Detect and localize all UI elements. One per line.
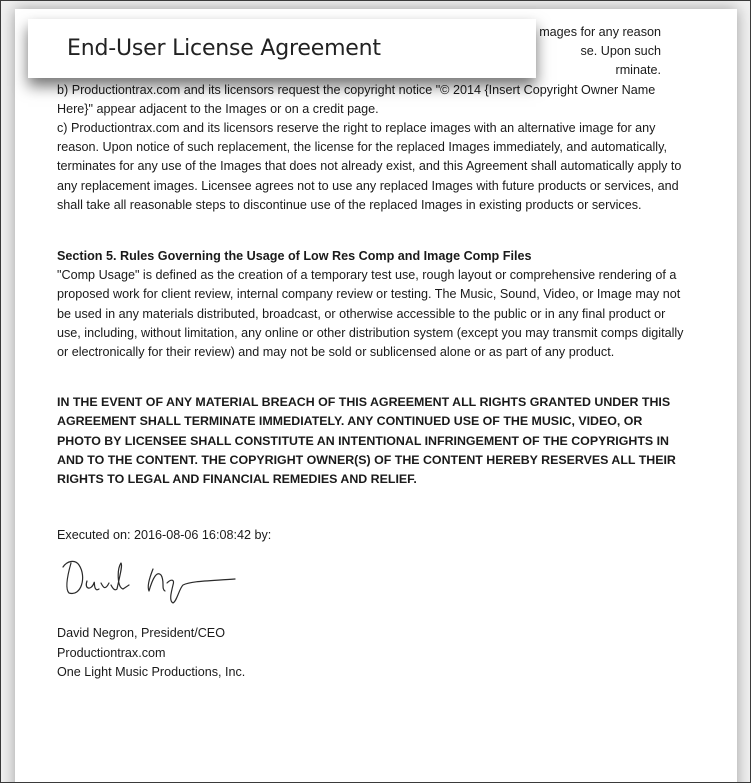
executed-on: Executed on: 2016-08-06 16:08:42 by: [57, 528, 272, 543]
clause-b: b) Productiontrax.com and its licensors request the copyright notice "© 2014 {Insert Copyright Owner Name Here}" appear adjacent to the Images or on a credit page. [57, 82, 656, 116]
signer-company: One Light Music Productions, Inc. [57, 664, 246, 679]
agreement-text [57, 23, 689, 682]
signer-block [57, 624, 689, 682]
clause-c: c) Productiontrax.com and its licensors reserve the right to replace images with an alternative image for any reason. Upon notice of such replacement, the license for the replaced Images immediately, and automatically, terminates for any use of the Images that does not already exist, and this Agreement shall automatically apply to any replacement images. Licensee agrees not to use any replaced Images with future products or services, and shall take all reasonable steps to discontinue use of the replaced Images in existing products or services. [57, 121, 682, 212]
handwritten-signature-icon [57, 549, 257, 607]
breach-notice: IN THE EVENT OF ANY MATERIAL BREACH OF THIS AGREEMENT ALL RIGHTS GRANTED UNDER THIS AGREEMENT SHALL TERMINATE IMMEDIATELY. ANY CONTINUED USE OF THE MUSIC, VIDEO, OR PHOTO BY LICENSEE SHALL CONSTITUTE AN INTENTIONAL INFRINGEMENT OF THE COPYRIGHTS IN AND TO THE CONTENT. THE COPYRIGHT OWNER(S) OF THE CONTENT HEREBY RESERVES ALL THEIR RIGHTS TO LEGAL AND FINANCIAL REMEDIES AND RELIEF. [57, 395, 676, 487]
signer-site: Productiontrax.com [57, 645, 166, 660]
dialog-title: End-User License Agreement [67, 36, 381, 61]
section-5-body: "Comp Usage" is defined as the creation of a temporary test use, rough layout or comprehensive rendering of a proposed work for client review, internal company review or testing. The Music, Sound, Video, or Image may not be used in any materials distributed, broadcast, or otherwise accessible to the public or in any final product or use, including, without limitation, any online or other distribution system (except you may transmit comps digitally or electronically for their review) and may not be sold or sublicensed alone or as part of any product. [57, 268, 684, 360]
signature-image [57, 549, 689, 607]
dialog-title-bar [28, 19, 536, 78]
fragment-line-2: se. Upon such [580, 44, 661, 59]
fragment-line-1: mages for any reason [539, 25, 661, 39]
section-5-heading: Section 5. Rules Governing the Usage of Low Res Comp and Image Comp Files [57, 249, 532, 264]
signer-name: David Negron, President/CEO [57, 626, 225, 641]
fragment-line-3: rminate. [615, 63, 661, 78]
